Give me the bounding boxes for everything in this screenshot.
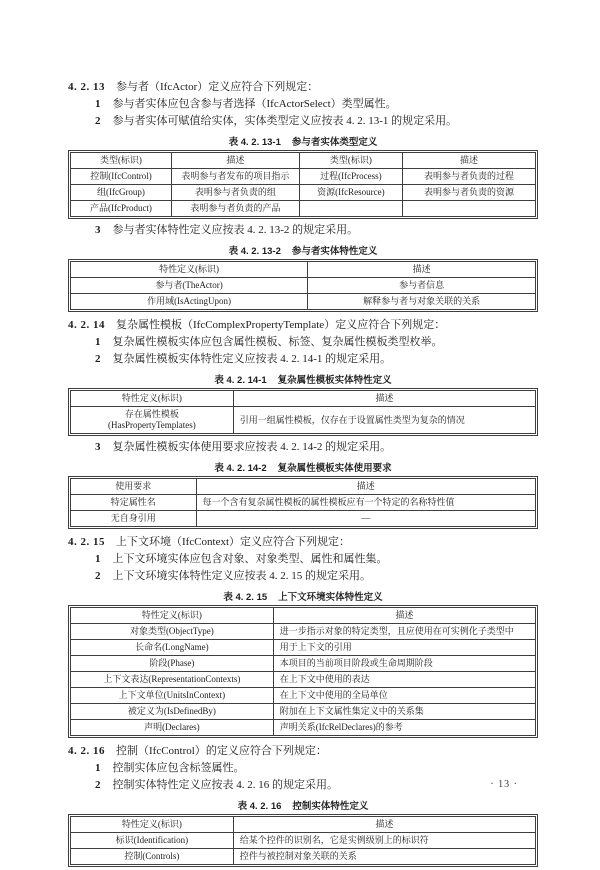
clause-number: 4. 2. 14 <box>68 319 105 331</box>
table-cell: 声明关系(IfcRelDeclares)的参考 <box>273 720 535 736</box>
table-caption-title: 上下文环境实体特性定义 <box>278 592 383 603</box>
clause-4-2-14 <box>68 317 538 334</box>
item-text: 控制实体特性定义应按表 4. 2. 16 的规定采用。 <box>112 779 338 791</box>
clause-4-2-15 <box>68 534 538 551</box>
table-caption-title: 复杂属性模板实体特性定义 <box>277 375 392 386</box>
table-cell: 控制(Controls) <box>71 849 234 865</box>
table-header-row <box>71 817 536 833</box>
table <box>70 152 536 217</box>
item-number: 1 <box>95 553 101 565</box>
clause-item <box>95 222 538 239</box>
item-number: 2 <box>95 115 101 127</box>
table-cell: 在上下文中使用的全局单位 <box>273 688 535 704</box>
table-cell: 存在属性模板 (HasPropertyTemplates) <box>71 407 234 434</box>
item-number: 1 <box>95 762 101 774</box>
table-cell: 参与者信息 <box>308 278 536 294</box>
table-caption-label: 表 4. 2. 16 <box>237 801 282 812</box>
table-header-cell: 描述 <box>273 608 535 624</box>
clause-item <box>95 551 538 568</box>
clause-number: 4. 2. 13 <box>68 81 105 93</box>
clause-item <box>95 760 538 777</box>
table-cell: 资源(IfcResource) <box>299 185 402 201</box>
table-cell: 作用域(IsActingUpon) <box>71 294 308 310</box>
table-header-cell: 描述 <box>233 817 535 833</box>
table-cell: 进一步指示对象的特定类型，且应使用在可实例化子类型中 <box>273 624 535 640</box>
table-row <box>71 688 536 704</box>
table-cell: 表明参与者负责的产品 <box>171 201 299 217</box>
table-caption-label: 表 4. 2. 13-2 <box>228 246 281 257</box>
item-number: 3 <box>95 224 101 236</box>
table-header-cell: 描述 <box>402 153 535 169</box>
table-cell: 本项目的当前项目阶段或生命周期阶段 <box>273 656 535 672</box>
table-cell: 声明(Declares) <box>71 720 274 736</box>
clause-4-2-13 <box>68 79 538 96</box>
table-cell: 用于上下文的引用 <box>273 640 535 656</box>
item-text: 控制实体应包含标签属性。 <box>112 762 245 774</box>
clause-number: 4. 2. 16 <box>68 745 105 757</box>
table-header-row <box>71 479 536 495</box>
table-caption-title: 参与者实体特性定义 <box>291 246 378 257</box>
table-cell: 每一个含有复杂属性模板的属性模板应有一个特定的名称特性值 <box>196 495 535 511</box>
clause-title: 参与者（IfcActor）定义应符合下列规定： <box>116 81 319 93</box>
table-header-cell: 特性定义(标识) <box>71 262 308 278</box>
table-cell: 在上下文中使用的表达 <box>273 672 535 688</box>
table-header-cell: 类型(标识) <box>71 153 172 169</box>
table-cell: 阶段(Phase) <box>71 656 274 672</box>
table-cell: 表明参与者负责的过程 <box>402 169 535 185</box>
item-number: 1 <box>95 336 101 348</box>
table-header-cell: 描述 <box>171 153 299 169</box>
table-cell: 标识(Identification) <box>71 833 234 849</box>
table-row <box>71 704 536 720</box>
clause-item <box>95 351 538 368</box>
table-header-cell: 特性定义(标识) <box>71 817 234 833</box>
clause-title: 复杂属性模板（IfcComplexPropertyTemplate）定义应符合下列规定： <box>116 319 446 331</box>
table-header-cell: 描述 <box>196 479 535 495</box>
table-cell: 对象类型(ObjectType) <box>71 624 274 640</box>
table-4-2-16 <box>68 814 538 867</box>
table-header-row <box>71 391 536 407</box>
table <box>70 607 536 736</box>
table-header-cell: 描述 <box>308 262 536 278</box>
table-caption-title: 复杂属性模板实体使用要求 <box>277 463 392 474</box>
table-cell: 上下文单位(UnitsInContext) <box>71 688 274 704</box>
table-header-row <box>71 153 536 169</box>
table-caption-label: 表 4. 2. 14-2 <box>214 463 267 474</box>
table-header-cell: 类型(标识) <box>299 153 402 169</box>
table-4-2-14-1 <box>68 388 538 436</box>
clause-item <box>95 113 538 130</box>
table-row <box>71 640 536 656</box>
page-number: · 13 · <box>490 779 518 790</box>
clause-item <box>95 568 538 585</box>
item-text: 复杂属性模板实体应包含属性模板、标签、复杂属性模板类型枚举。 <box>112 336 443 348</box>
table-4-2-13-2 <box>68 259 538 312</box>
clause-number: 4. 2. 15 <box>68 536 105 548</box>
item-text: 参与者实体应包含参与者选择（IfcActorSelect）类型属性。 <box>112 98 397 110</box>
table-cell <box>299 201 402 217</box>
table-row <box>71 495 536 511</box>
table-row <box>71 185 536 201</box>
table-cell: 给某个控件的识别名，它是实例级别上的标识符 <box>233 833 535 849</box>
table-cell: 上下文表达(RepresentationContexts) <box>71 672 274 688</box>
table-row <box>71 624 536 640</box>
table-caption-label: 表 4. 2. 14-1 <box>214 375 267 386</box>
item-text: 上下文环境实体应包含对象、对象类型、属性和属性集。 <box>112 553 388 565</box>
table-header-cell: 特性定义(标识) <box>71 391 234 407</box>
table-4-2-14-2 <box>68 476 538 529</box>
table-caption-4-2-13-1 <box>68 134 538 148</box>
table-cell: 表明参与者负责的组 <box>171 185 299 201</box>
table-row <box>71 672 536 688</box>
table-cell: 控制(IfcControl) <box>71 169 172 185</box>
item-text: 复杂属性模板实体特性定义应按表 4. 2. 14-1 的规定采用。 <box>112 353 392 365</box>
table-row <box>71 720 536 736</box>
table-header-row <box>71 608 536 624</box>
table-caption-4-2-14-1 <box>68 372 538 386</box>
table-cell: 解释参与者与对象关联的关系 <box>308 294 536 310</box>
table-cell <box>402 201 535 217</box>
item-number: 2 <box>95 779 101 791</box>
table-cell: 长命名(LongName) <box>71 640 274 656</box>
table-cell: 附加在上下文属性集定义中的关系集 <box>273 704 535 720</box>
table-row <box>71 849 536 865</box>
table-caption-4-2-14-2 <box>68 460 538 474</box>
table-caption-title: 控制实体特性定义 <box>292 801 369 812</box>
table-cell: 表明参与者负责的资源 <box>402 185 535 201</box>
table-row <box>71 294 536 310</box>
table-cell: 控件与被控制对象关联的关系 <box>233 849 535 865</box>
table-cell: — <box>196 511 535 527</box>
item-number: 1 <box>95 98 101 110</box>
table-cell: 产品(IfcProduct) <box>71 201 172 217</box>
item-number: 2 <box>95 353 101 365</box>
table-header-cell: 特性定义(标识) <box>71 608 274 624</box>
table-caption-4-2-16 <box>68 798 538 812</box>
table-row <box>71 201 536 217</box>
table-row <box>71 278 536 294</box>
table-caption-4-2-15 <box>68 589 538 603</box>
table-caption-label: 表 4. 2. 13-1 <box>228 137 281 148</box>
table-cell: 无自身引用 <box>71 511 197 527</box>
table-caption-label: 表 4. 2. 15 <box>223 592 268 603</box>
item-text: 复杂属性模板实体使用要求应按表 4. 2. 14-2 的规定采用。 <box>112 441 392 453</box>
table-cell: 特定属性名 <box>71 495 197 511</box>
clause-item <box>95 334 538 351</box>
table-row <box>71 833 536 849</box>
item-text: 参与者实体可赋值给实体，实体类型定义应按表 4. 2. 13-1 的规定采用。 <box>112 115 458 127</box>
clause-item <box>95 777 538 794</box>
table-row <box>71 511 536 527</box>
table-header-cell: 使用要求 <box>71 479 197 495</box>
table-row <box>71 169 536 185</box>
table-cell: 引用一组属性模板，仅存在于设置属性类型为复杂的情况 <box>233 407 535 434</box>
table-4-2-15 <box>68 605 538 738</box>
table-caption-title: 参与者实体类型定义 <box>291 137 378 148</box>
table <box>70 261 536 310</box>
table-cell: 过程(IfcProcess) <box>299 169 402 185</box>
table-header-row <box>71 262 536 278</box>
clause-title: 上下文环境（IfcContext）定义应符合下列规定： <box>116 536 351 548</box>
clause-item <box>95 96 538 113</box>
table-row <box>71 656 536 672</box>
table-cell: 参与者(TheActor) <box>71 278 308 294</box>
table <box>70 816 536 865</box>
clause-4-2-16 <box>68 743 538 760</box>
item-text: 上下文环境实体特性定义应按表 4. 2. 15 的规定采用。 <box>112 570 371 582</box>
item-number: 3 <box>95 441 101 453</box>
table-cell: 被定义为(IsDefinedBy) <box>71 704 274 720</box>
item-number: 2 <box>95 570 101 582</box>
table-cell: 组(IfcGroup) <box>71 185 172 201</box>
table-cell: 表明参与者发布的项目指示 <box>171 169 299 185</box>
clause-title: 控制（IfcControl）的定义应符合下列规定： <box>116 745 327 757</box>
document-page-content <box>68 74 538 870</box>
table-caption-4-2-13-2 <box>68 243 538 257</box>
item-text: 参与者实体特性定义应按表 4. 2. 13-2 的规定采用。 <box>112 224 359 236</box>
table-row <box>71 407 536 434</box>
clause-item <box>95 439 538 456</box>
table-header-cell: 描述 <box>233 391 535 407</box>
table <box>70 478 536 527</box>
table <box>70 390 536 434</box>
table-4-2-13-1 <box>68 150 538 219</box>
